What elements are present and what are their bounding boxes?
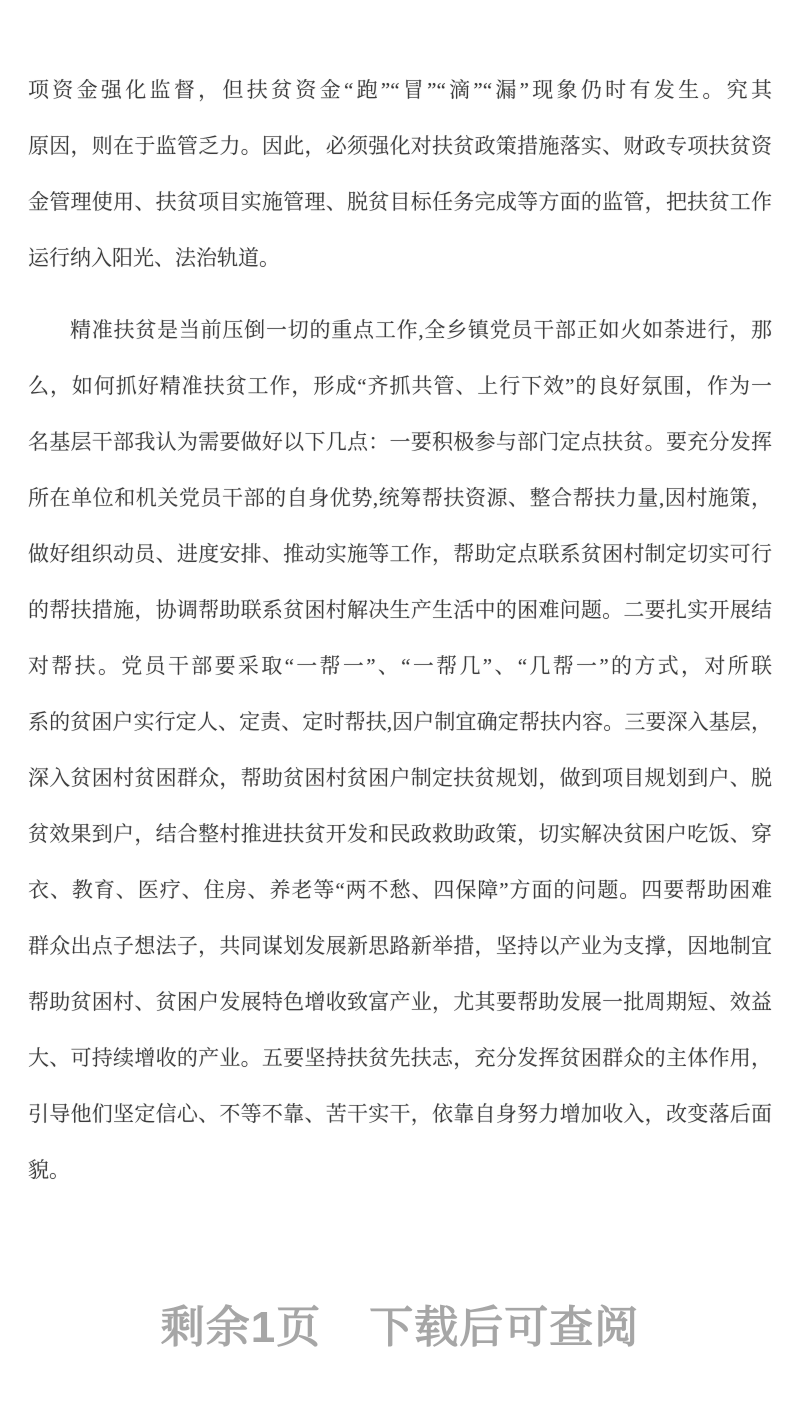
text-line: 么，如何抓好精准扶贫工作，形成“齐抓共管、上行下效”的良好氛围，作为一 (28, 374, 772, 398)
text-line: 引导他们坚定信心、不等不靠、苦干实干，依靠自身努力增加收入，改变落后面 (28, 1102, 772, 1126)
text-line: 做好组织动员、进度安排、推动实施等工作，帮助定点联系贫困村制定切实可行 (28, 542, 772, 566)
paragraph (28, 62, 772, 286)
text-line: 所在单位和机关党员干部的自身优势,统筹帮扶资源、整合帮扶力量,因村施策， (28, 486, 772, 510)
download-hint-label: 下载后可查阅 (369, 1303, 640, 1352)
text-line: 帮助贫困村、贫困户发展特色增收致富产业，尤其要帮助发展一批周期短、效益 (28, 990, 772, 1014)
text-line: 对帮扶。党员干部要采取“一帮一”、“一帮几”、“几帮一”的方式，对所联 (28, 654, 772, 678)
text-line: 貌。 (28, 1158, 70, 1182)
text-line: 项资金强化监督，但扶贫资金“跑”“冒”“滴”“漏”现象仍时有发生。究其 (28, 78, 772, 102)
text-line: 大、可持续增收的产业。五要坚持扶贫先扶志，充分发挥贫困群众的主体作用， (28, 1046, 772, 1070)
footer-notice (28, 1298, 772, 1358)
text-line: 衣、教育、医疗、住房、养老等“两不愁、四保障”方面的问题。四要帮助困难 (28, 878, 772, 902)
document-body (28, 62, 772, 1198)
text-line: 名基层干部我认为需要做好以下几点：一要积极参与部门定点扶贫。要充分发挥 (28, 430, 772, 454)
text-line: 金管理使用、扶贫项目实施管理、脱贫目标任务完成等方面的监管，把扶贫工作 (28, 190, 772, 214)
text-line: 贫效果到户，结合整村推进扶贫开发和民政救助政策，切实解决贫困户吃饭、穿 (28, 822, 772, 846)
text-line: 系的贫困户实行定人、定责、定时帮扶,因户制宜确定帮扶内容。三要深入基层， (28, 710, 772, 734)
paragraph (28, 302, 772, 1198)
text-line: 运行纳入阳光、法治轨道。 (28, 246, 280, 270)
text-line: 深入贫困村贫困群众，帮助贫困村贫困户制定扶贫规划，做到项目规划到户、脱 (28, 766, 772, 790)
remaining-pages-label: 剩余1页 (160, 1303, 322, 1352)
text-line: 的帮扶措施，协调帮助联系贫困村解决生产生活中的困难问题。二要扎实开展结 (28, 598, 772, 622)
text-line: 精准扶贫是当前压倒一切的重点工作,全乡镇党员干部正如火如荼进行，那 (70, 318, 772, 342)
text-line: 原因，则在于监管乏力。因此，必须强化对扶贫政策措施落实、财政专项扶贫资 (28, 134, 772, 158)
text-line: 群众出点子想法子，共同谋划发展新思路新举措，坚持以产业为支撑，因地制宜 (28, 934, 772, 958)
